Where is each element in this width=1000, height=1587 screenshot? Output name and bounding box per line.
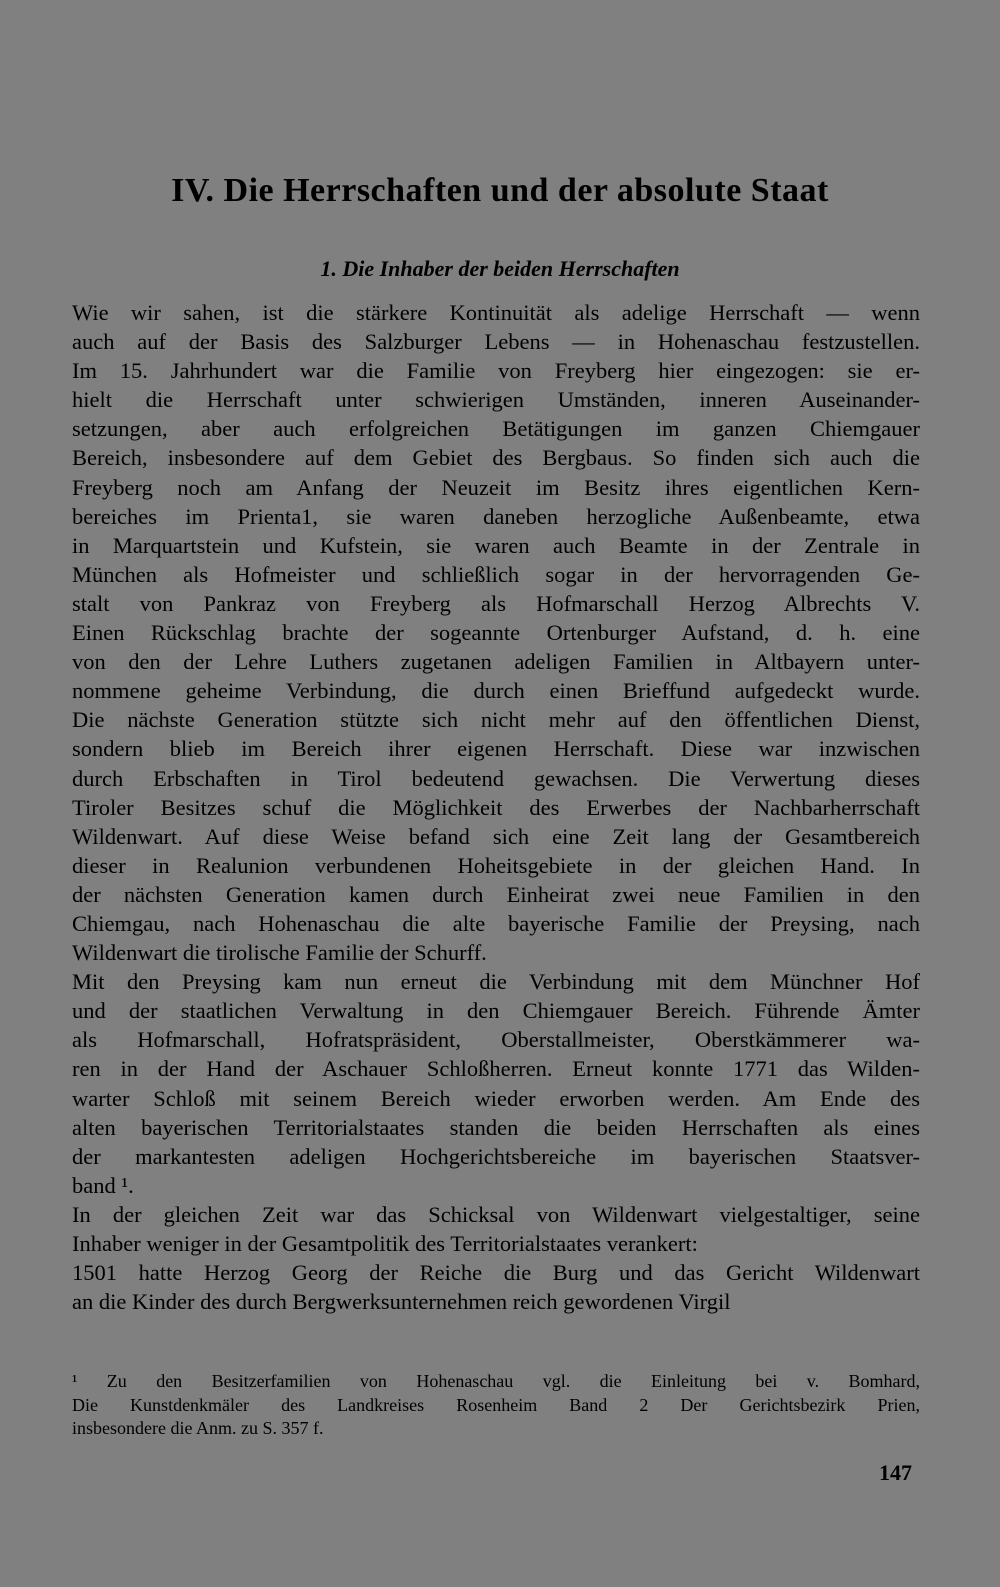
body-line: warter Schloß mit seinem Bereich wieder erworben werden. Am Ende des xyxy=(72,1085,920,1111)
body-line: an die Kinder des durch Bergwerksunternehmen reich gewordenen Virgil xyxy=(72,1289,731,1315)
body-line: Mit den Preysing kam nun erneut die Verbindung mit dem Münchner Hof xyxy=(72,969,920,995)
footnote-line: ¹ Zu den Besitzerfamilien von Hohenaschau vgl. die Einleitung bei v. Bomhard, xyxy=(72,1371,920,1391)
body-line: sondern blieb im Bereich ihrer eigenen Herrschaft. Diese war inzwischen xyxy=(72,736,920,762)
body-line: Chiemgau, nach Hohenaschau die alte bayerische Familie der Preysing, nach xyxy=(72,910,920,936)
body-line: 1501 hatte Herzog Georg der Reiche die Burg und das Gericht Wildenwart xyxy=(72,1260,920,1286)
page-number: 147 xyxy=(879,1460,912,1485)
body-line: nommene geheime Verbindung, die durch einen Brieffund aufgedeckt wurde. xyxy=(72,678,920,704)
body-line: setzungen, aber auch erfolgreichen Betätigungen im ganzen Chiemgauer xyxy=(72,416,920,442)
section-title: 1. Die Inhaber der beiden Herrschaften xyxy=(320,256,680,281)
footnote-line: insbesondere die Anm. zu S. 357 f. xyxy=(72,1418,324,1438)
body-line: alten bayerischen Territorialstaates standen die beiden Herrschaften als eines xyxy=(72,1114,920,1140)
body-line: Die nächste Generation stützte sich nicht mehr auf den öffentlichen Dienst, xyxy=(72,707,920,733)
body-line: Einen Rückschlag brachte der sogeannte Ortenburger Aufstand, d. h. eine xyxy=(72,620,920,646)
body-line: der nächsten Generation kamen durch Einheirat zwei neue Familien in den xyxy=(72,881,920,907)
body-text xyxy=(72,298,920,1316)
body-line: durch Erbschaften in Tirol bedeutend gewachsen. Die Verwertung dieses xyxy=(72,765,920,791)
body-line: in Marquartstein und Kufstein, sie waren auch Beamte in der Zentrale in xyxy=(72,532,920,558)
body-line: band ¹. xyxy=(72,1172,134,1198)
body-line: Im 15. Jahrhundert war die Familie von Freyberg hier eingezogen: sie er- xyxy=(72,358,920,384)
body-line: Wie wir sahen, ist die stärkere Kontinuität als adelige Herrschaft — wenn xyxy=(72,300,920,325)
chapter-title: IV. Die Herrschaften und der absolute Staat xyxy=(171,172,829,209)
body-line: und der staatlichen Verwaltung in den Chiemgauer Bereich. Führende Ämter xyxy=(72,998,920,1024)
body-line: Wildenwart die tirolische Familie der Schurff. xyxy=(72,940,487,966)
footnote xyxy=(72,1370,920,1441)
footnote-line: Die Kunstdenkmäler des Landkreises Rosenheim Band 2 Der Gerichtsbezirk Prien, xyxy=(72,1394,920,1415)
body-line: ren in der Hand der Aschauer Schloßherren. Erneut konnte 1771 das Wilden- xyxy=(72,1056,920,1082)
body-line: In der gleichen Zeit war das Schicksal von Wildenwart vielgestaltiger, seine xyxy=(72,1201,920,1227)
body-line: Tiroler Besitzes schuf die Möglichkeit des Erwerbes der Nachbarherrschaft xyxy=(72,794,920,820)
body-line: bereiches im Prienta1, sie waren daneben herzogliche Außenbeamte, etwa xyxy=(72,503,920,529)
body-line: Inhaber weniger in der Gesamtpolitik des Territorialstaates verankert: xyxy=(72,1231,698,1256)
body-line: dieser in Realunion verbundenen Hoheitsgebiete in der gleichen Hand. In xyxy=(72,852,920,878)
body-line: Freyberg noch am Anfang der Neuzeit im Besitz ihres eigentlichen Kern- xyxy=(72,474,920,500)
body-line: München als Hofmeister und schließlich sogar in der hervorragenden Ge- xyxy=(72,561,920,587)
body-line: stalt von Pankraz von Freyberg als Hofmarschall Herzog Albrechts V. xyxy=(72,590,920,616)
body-line: hielt die Herrschaft unter schwierigen Umständen, inneren Auseinander- xyxy=(72,387,920,413)
body-line: als Hofmarschall, Hofratspräsident, Oberstallmeister, Oberstkämmerer wa- xyxy=(72,1027,920,1053)
body-line: Wildenwart. Auf diese Weise befand sich eine Zeit lang der Gesamtbereich xyxy=(72,823,920,849)
body-line: von den der Lehre Luthers zugetanen adeligen Familien in Altbayern unter- xyxy=(72,649,920,675)
body-line: Bereich, insbesondere auf dem Gebiet des Bergbaus. So finden sich auch die xyxy=(72,445,920,471)
body-line: der markantesten adeligen Hochgerichtsbereiche im bayerischen Staatsver- xyxy=(72,1143,920,1169)
body-line: auch auf der Basis des Salzburger Lebens — in Hohenaschau festzustellen. xyxy=(72,329,920,355)
